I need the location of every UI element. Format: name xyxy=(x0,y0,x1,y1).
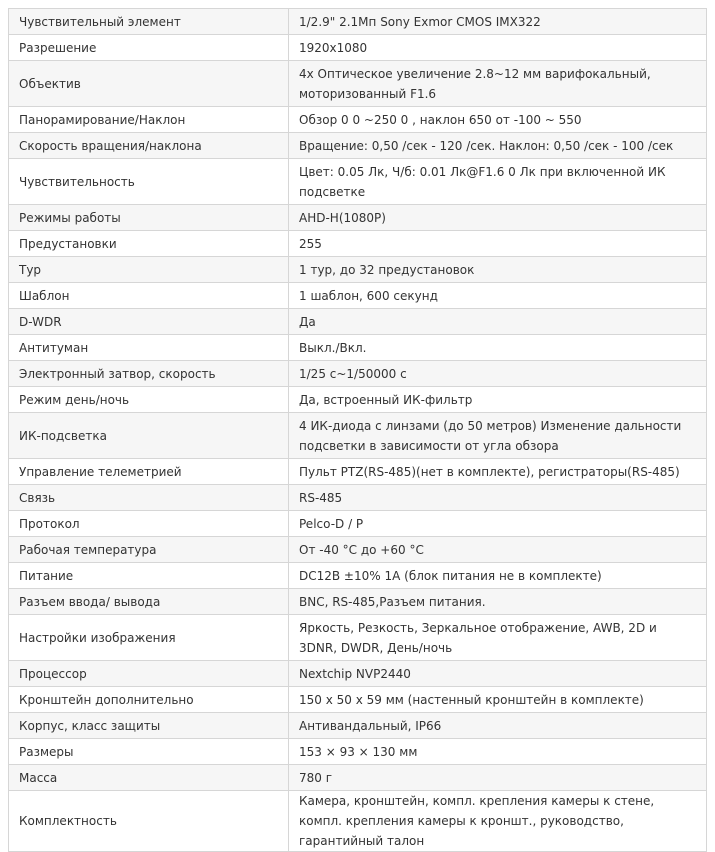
spec-name: Панорамирование/Наклон xyxy=(9,107,289,133)
table-row xyxy=(9,159,707,205)
spec-value: Да xyxy=(289,309,707,335)
spec-name: Питание xyxy=(9,563,289,589)
table-row xyxy=(9,283,707,309)
spec-value: Обзор 0 0 ~250 0 , наклон 650 от -100 ~ 550 xyxy=(289,107,707,133)
spec-value: Пульт PTZ(RS-485)(нет в комплекте), регистраторы(RS-485) xyxy=(289,459,707,485)
spec-value: 4 ИК-диода с линзами (до 50 метров) Изменение дальности подсветки в зависимости от угла обзора xyxy=(289,413,707,459)
spec-name: Объектив xyxy=(9,61,289,107)
spec-name: Разрешение xyxy=(9,35,289,61)
spec-name: Предустановки xyxy=(9,231,289,257)
spec-value: 1 тур, до 32 предустановок xyxy=(289,257,707,283)
table-row xyxy=(9,413,707,459)
spec-name: Разъем ввода/ вывода xyxy=(9,589,289,615)
spec-value: Антивандальный, IP66 xyxy=(289,713,707,739)
spec-value: 1/25 с~1/50000 с xyxy=(289,361,707,387)
table-row xyxy=(9,361,707,387)
spec-name: Чувствительность xyxy=(9,159,289,205)
table-row xyxy=(9,661,707,687)
spec-value: BNC, RS-485,Разъем питания. xyxy=(289,589,707,615)
table-row xyxy=(9,309,707,335)
spec-name: D-WDR xyxy=(9,309,289,335)
spec-value: От -40 °С до +60 °С xyxy=(289,537,707,563)
spec-name: Шаблон xyxy=(9,283,289,309)
spec-value: RS-485 xyxy=(289,485,707,511)
spec-name: Размеры xyxy=(9,739,289,765)
spec-name: Кронштейн дополнительно xyxy=(9,687,289,713)
table-row xyxy=(9,615,707,661)
spec-value: DC12В ±10% 1А (блок питания не в комплекте) xyxy=(289,563,707,589)
spec-name: Антитуман xyxy=(9,335,289,361)
spec-value: Nextchip NVP2440 xyxy=(289,661,707,687)
table-row xyxy=(9,387,707,413)
table-row xyxy=(9,791,707,852)
spec-name: Корпус, класс защиты xyxy=(9,713,289,739)
spec-name: Управление телеметрией xyxy=(9,459,289,485)
table-row xyxy=(9,107,707,133)
table-row xyxy=(9,511,707,537)
table-row xyxy=(9,713,707,739)
spec-name: ИК-подсветка xyxy=(9,413,289,459)
spec-value: Камера, кронштейн, компл. крепления камеры к стене, компл. крепления камеры к кроншт., руководство, гарантийный талон xyxy=(289,791,707,852)
spec-value: Вращение: 0,50 /сек - 120 /сек. Наклон: 0,50 /сек - 100 /сек xyxy=(289,133,707,159)
spec-name: Процессор xyxy=(9,661,289,687)
spec-value: 1/2.9" 2.1Мп Sony Exmor CMOS IMX322 xyxy=(289,9,707,35)
table-row xyxy=(9,589,707,615)
table-row xyxy=(9,739,707,765)
spec-value: 4х Оптическое увеличение 2.8~12 мм варифокальный, моторизованный F1.6 xyxy=(289,61,707,107)
spec-value: 1920x1080 xyxy=(289,35,707,61)
table-row xyxy=(9,459,707,485)
table-row xyxy=(9,537,707,563)
spec-value: Pelco-D / P xyxy=(289,511,707,537)
spec-value: 255 xyxy=(289,231,707,257)
table-row xyxy=(9,61,707,107)
specifications-table xyxy=(8,8,707,852)
table-row xyxy=(9,231,707,257)
table-row xyxy=(9,563,707,589)
spec-name: Чувствительный элемент xyxy=(9,9,289,35)
spec-value: 153 × 93 × 130 мм xyxy=(289,739,707,765)
spec-value: Да, встроенный ИК-фильтр xyxy=(289,387,707,413)
spec-value: 1 шаблон, 600 секунд xyxy=(289,283,707,309)
spec-name: Режимы работы xyxy=(9,205,289,231)
table-row xyxy=(9,205,707,231)
spec-value: Выкл./Вкл. xyxy=(289,335,707,361)
spec-value: AHD-H(1080P) xyxy=(289,205,707,231)
table-row xyxy=(9,765,707,791)
table-row xyxy=(9,257,707,283)
spec-name: Рабочая температура xyxy=(9,537,289,563)
spec-name: Связь xyxy=(9,485,289,511)
spec-name: Настройки изображения xyxy=(9,615,289,661)
spec-name: Протокол xyxy=(9,511,289,537)
spec-value: 780 г xyxy=(289,765,707,791)
spec-name: Скорость вращения/наклона xyxy=(9,133,289,159)
spec-name: Режим день/ночь xyxy=(9,387,289,413)
spec-name: Масса xyxy=(9,765,289,791)
spec-value: 150 х 50 х 59 мм (настенный кронштейн в комплекте) xyxy=(289,687,707,713)
table-row xyxy=(9,485,707,511)
table-row xyxy=(9,133,707,159)
spec-value: Цвет: 0.05 Лк, Ч/б: 0.01 Лк@F1.6 0 Лк при включенной ИК подсветке xyxy=(289,159,707,205)
table-row xyxy=(9,335,707,361)
table-row xyxy=(9,687,707,713)
spec-name: Электронный затвор, скорость xyxy=(9,361,289,387)
table-row xyxy=(9,35,707,61)
spec-name: Комплектность xyxy=(9,791,289,852)
spec-name: Тур xyxy=(9,257,289,283)
table-row xyxy=(9,9,707,35)
spec-value: Яркость, Резкость, Зеркальное отображение, AWB, 2D и 3DNR, DWDR, День/ночь xyxy=(289,615,707,661)
